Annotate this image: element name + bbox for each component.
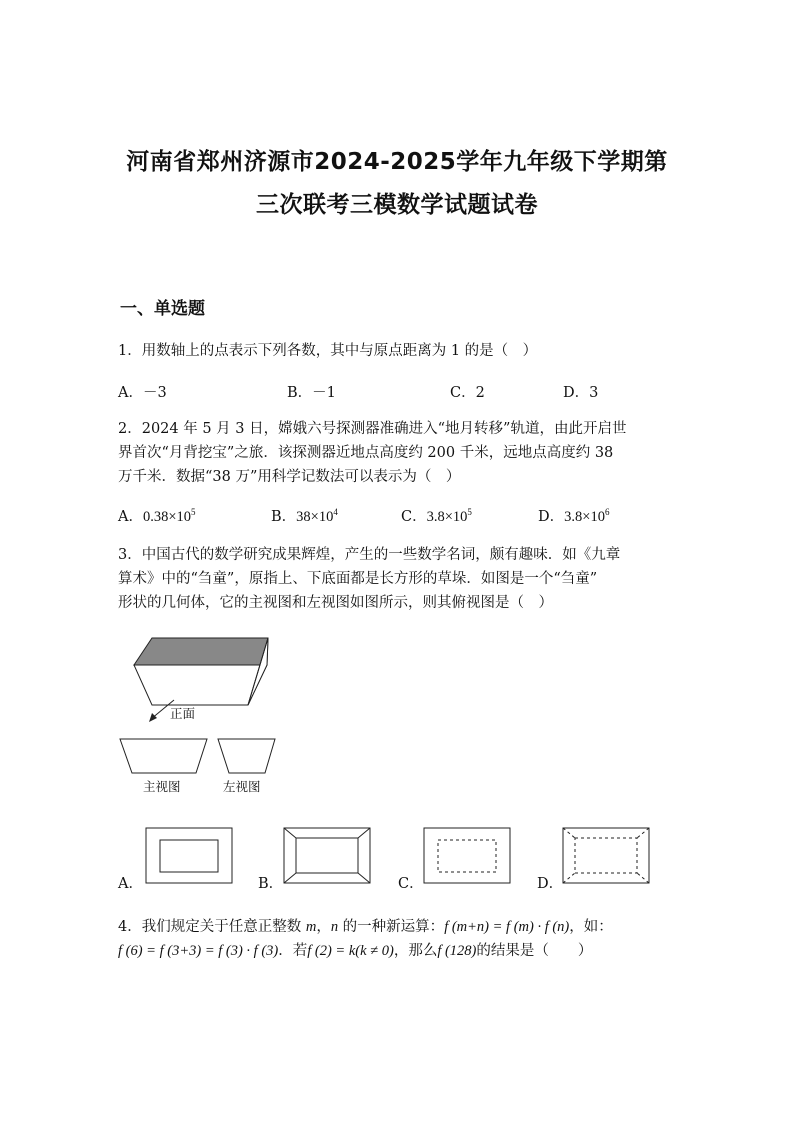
q4-formula-target: f (128)	[437, 943, 477, 959]
q2-line1: 2．2024 年 5 月 3 日，嫦娥六号探测器准确进入“地月转移”轨道，由此开启世	[118, 421, 627, 437]
q1-option-c: C．2	[450, 385, 485, 401]
main-view-label: 主视图	[143, 779, 181, 794]
q4-formula-definition: f (m+n) = f (m) · f (n)	[444, 919, 570, 935]
paper-title-line1: 河南省郑州济源市2024-2025学年九年级下学期第	[126, 149, 668, 175]
q2-option-c: C．$3.8\times 10^5$	[401, 507, 472, 525]
front-label: 正面	[170, 706, 196, 721]
q4-line1: 4．我们规定关于任意正整数 m，n 的一种新运算：f (m+n) = f (m) · f (n)，如：	[118, 919, 613, 935]
q1-option-a: A．－3	[118, 385, 167, 401]
q3-option-d-label: D．	[537, 876, 564, 892]
q1-stem: 1．用数轴上的点表示下列各数，其中与原点距离为 1 的是（ ）	[118, 343, 538, 359]
paper-title-line2: 三次联考三模数学试题试卷	[256, 192, 538, 218]
q4-formula-example: f (6) = f (3+3) = f (3) · f (3)	[118, 943, 279, 959]
q1-option-b: B．－1	[287, 385, 336, 401]
q2-option-d: D．$3.8\times 10^6$	[538, 507, 610, 525]
q4-formula-condition: f (2) = k(k ≠ 0)	[307, 943, 394, 959]
q2-line2: 界首次“月背挖宝”之旅．该探测器近地点高度约 200 千米，远地点高度约 38	[118, 445, 614, 461]
q3-option-a-label: A．	[118, 876, 143, 892]
q4-line2: f (6) = f (3+3) = f (3) · f (3)．若f (2) = k(k ≠ 0)，那么f (128)的结果是（ ）	[118, 943, 593, 959]
q3-line3: 形状的几何体，它的主视图和左视图如图所示，则其俯视图是（ ）	[118, 595, 553, 611]
q3-line2: 算术》中的“刍童”，原指上、下底面都是长方形的草垛．如图是一个“刍童”	[118, 571, 598, 587]
q3-option-b-label: B．	[258, 876, 284, 892]
left-view-label: 左视图	[223, 779, 261, 794]
q3-option-c-label: C．	[398, 876, 424, 892]
q1-option-d: D．3	[563, 385, 599, 401]
q2-option-b: B．$38\times 10^4$	[271, 507, 338, 525]
q2-line3: 万千米．数据“38 万”用科学记数法可以表示为（ ）	[118, 469, 461, 485]
q2-option-a: A．$0.38\times 10^5$	[118, 507, 196, 525]
q3-line1: 3．中国古代的数学研究成果辉煌，产生的一些数学名词，颇有趣味．如《九章	[118, 547, 621, 563]
section-heading: 一、单选题	[120, 299, 205, 319]
